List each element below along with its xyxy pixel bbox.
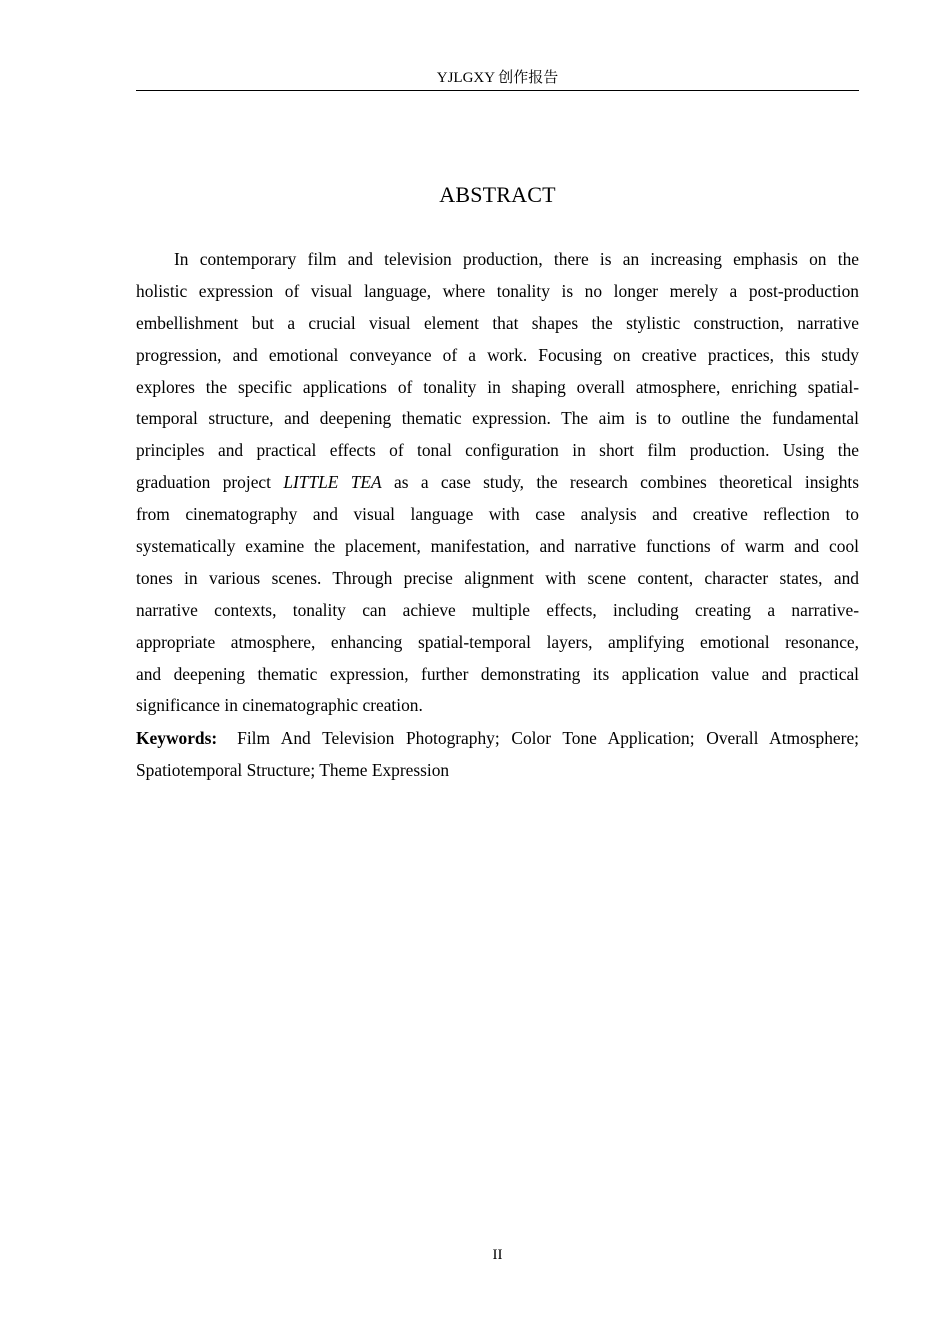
abstract-line: embellishment but a crucial visual element that shapes the stylistic construction, narrative bbox=[136, 312, 859, 333]
abstract-line: systematically examine the placement, manifestation, and narrative functions of warm and cool bbox=[136, 536, 859, 557]
keywords-line: Spatiotemporal Structure; Theme Expression bbox=[136, 759, 450, 780]
film-title: LITTLE TEA bbox=[283, 472, 382, 493]
abstract-line: from cinematography and visual language with case analysis and creative reflection to bbox=[136, 504, 859, 525]
abstract-title: ABSTRACT bbox=[439, 182, 556, 207]
page-number: II bbox=[492, 1247, 503, 1263]
abstract-line: explores the specific applications of tonality in shaping overall atmosphere, enriching spatial- bbox=[136, 376, 859, 397]
keywords-line bbox=[136, 723, 859, 755]
abstract-body bbox=[136, 244, 859, 722]
abstract-line: significance in cinematographic creation. bbox=[136, 695, 423, 716]
keywords-section bbox=[136, 723, 859, 787]
keywords-text: Film And Television Photography; Color Tone Application; Overall Atmosphere; bbox=[237, 728, 859, 748]
abstract-line-text: as a case study, the research combines theoretical insights bbox=[381, 472, 859, 493]
abstract-line: progression, and emotional conveyance of a work. Focusing on creative practices, this study bbox=[136, 344, 859, 365]
keywords-label: Keywords: bbox=[136, 728, 218, 748]
abstract-line: narrative contexts, tonality can achieve multiple effects, including creating a narrative- bbox=[136, 599, 859, 620]
abstract-line: holistic expression of visual language, where tonality is no longer merely a post-production bbox=[136, 280, 859, 301]
abstract-line: temporal structure, and deepening thematic expression. The aim is to outline the fundamental bbox=[136, 408, 859, 429]
abstract-line-text: graduation project bbox=[136, 472, 284, 493]
abstract-line: and deepening thematic expression, further demonstrating its application value and practical bbox=[136, 663, 859, 684]
abstract-line: tones in various scenes. Through precise alignment with scene content, character states, and bbox=[136, 567, 859, 588]
abstract-line: appropriate atmosphere, enhancing spatial-temporal layers, amplifying emotional resonance, bbox=[136, 631, 859, 652]
running-header: YJLGXY 创作报告 bbox=[436, 70, 559, 86]
abstract-line-with-title bbox=[136, 467, 859, 499]
header-rule bbox=[136, 90, 859, 91]
abstract-line: principles and practical effects of tonal configuration in short film production. Using the bbox=[136, 440, 859, 461]
abstract-line: In contemporary film and television production, there is an increasing emphasis on the bbox=[174, 249, 859, 269]
